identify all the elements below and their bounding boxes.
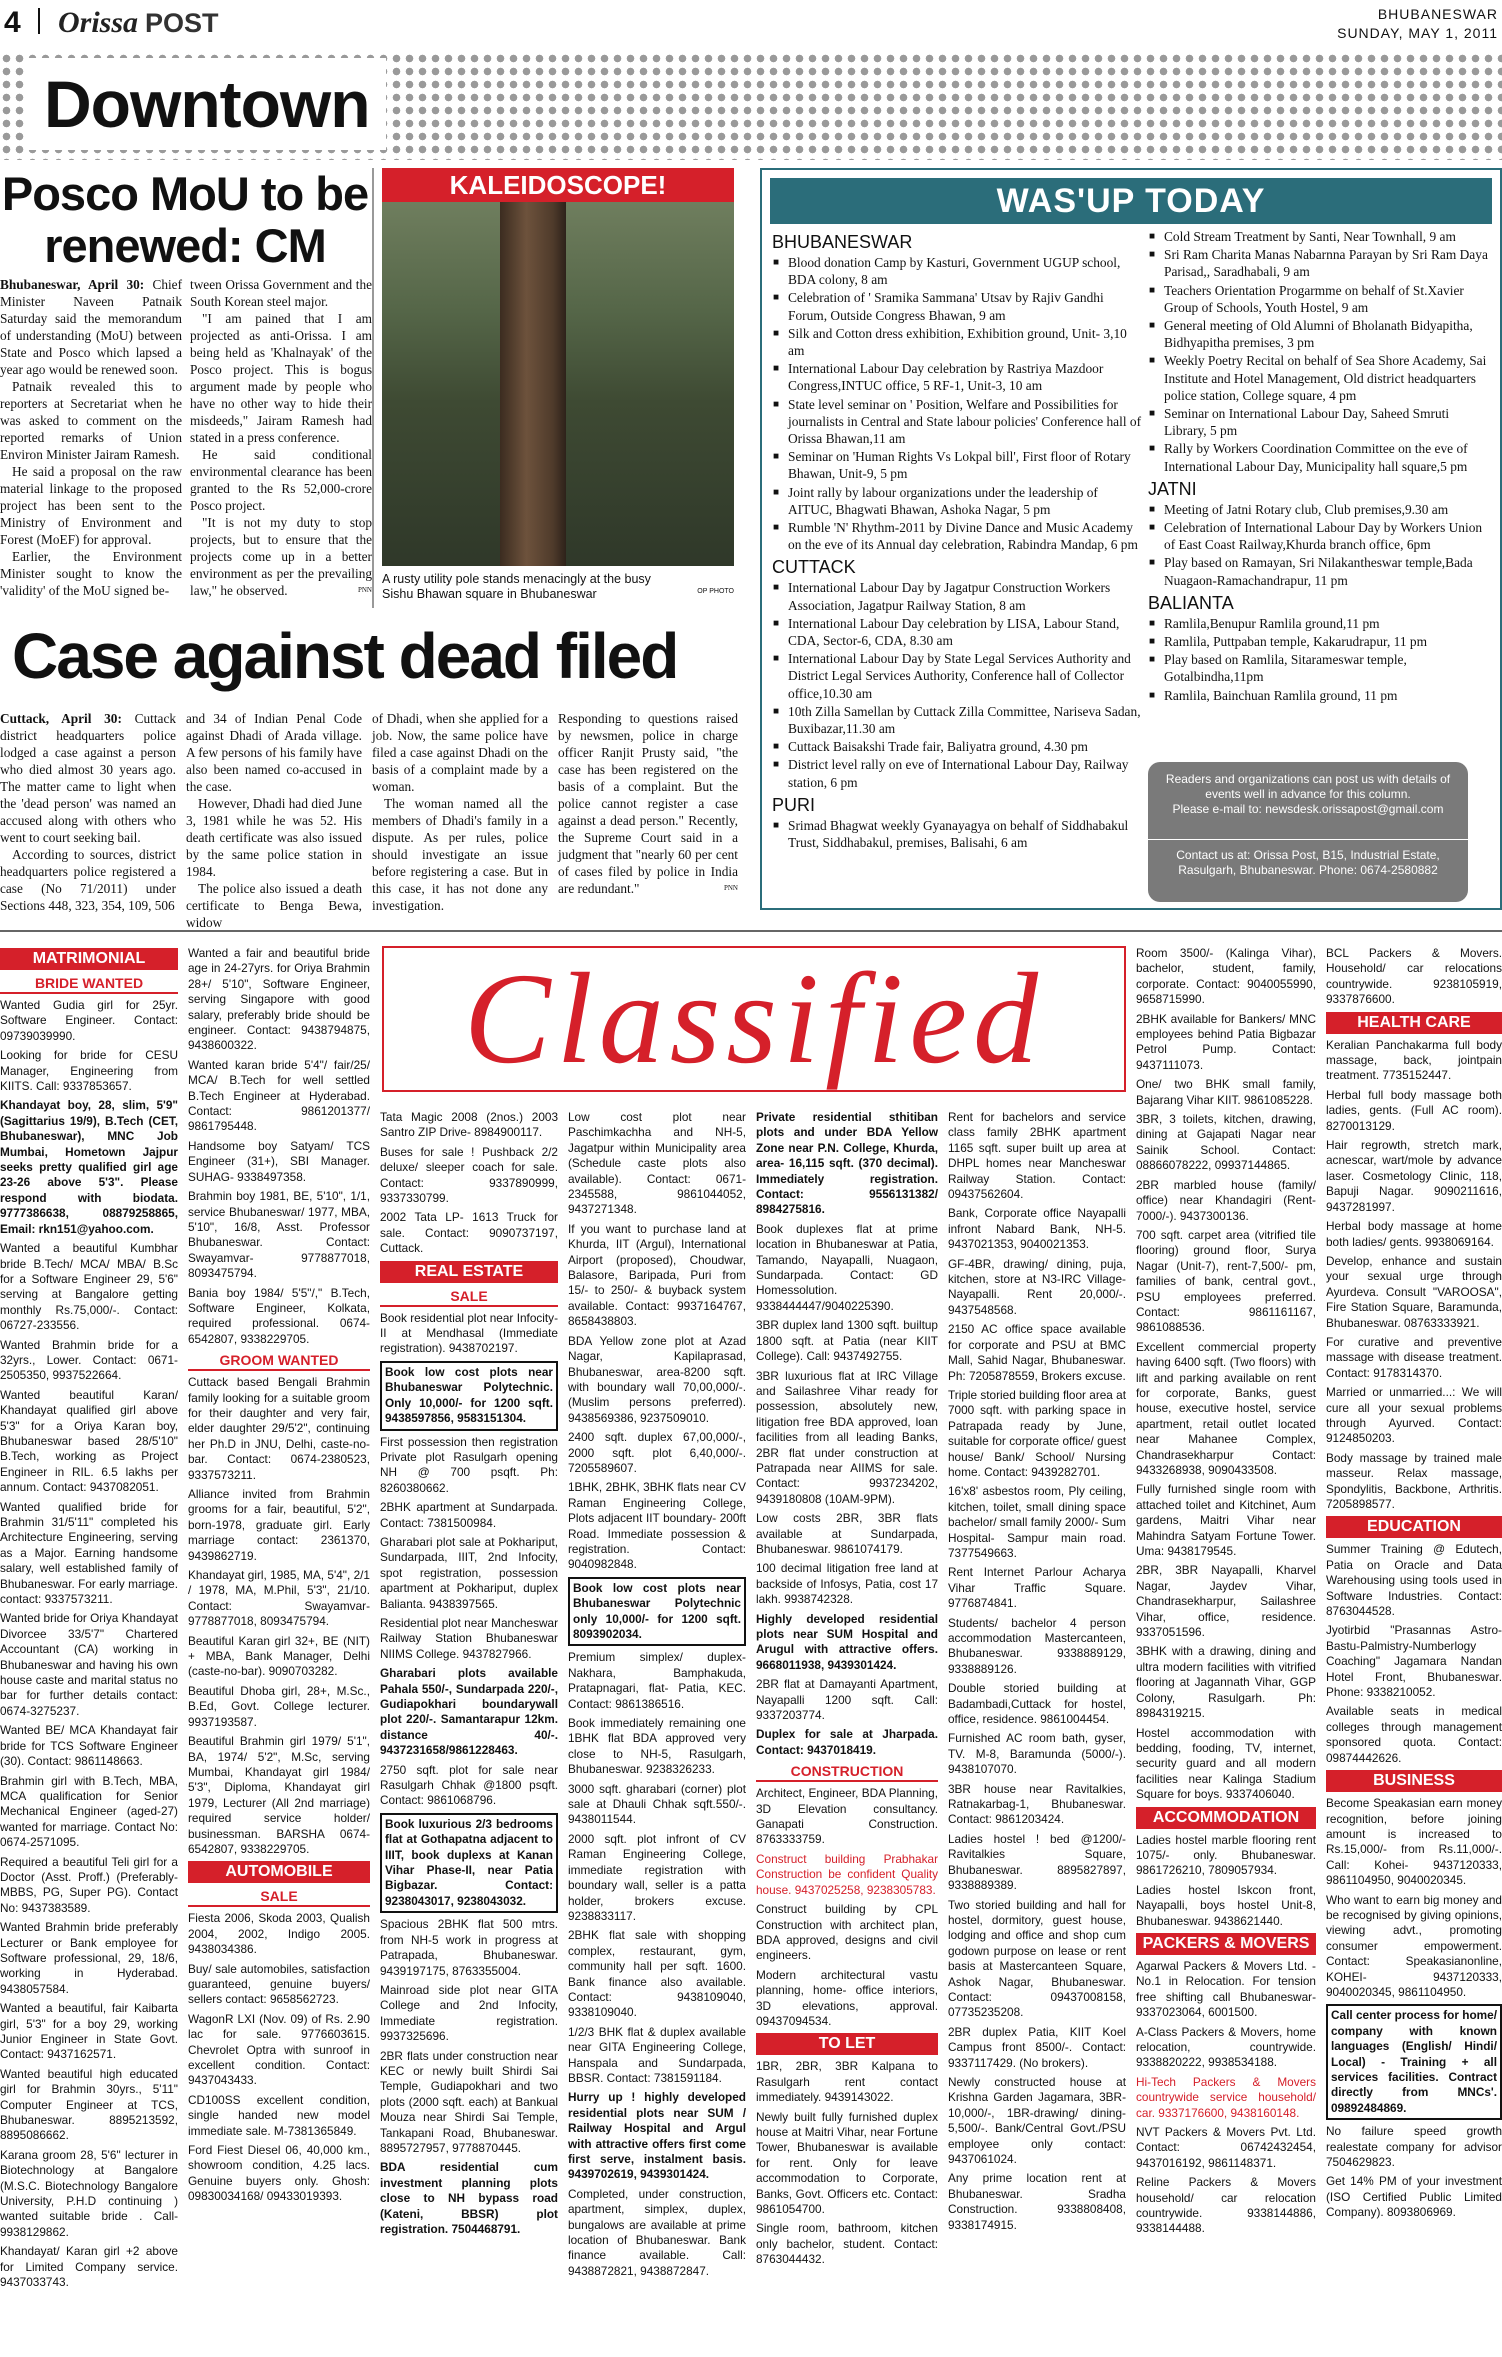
classified-ad: Bania boy 1984/ 5'5"/," B.Tech, Software Engineer, Kolkata, required professional. 0674-6542807, 9338229705.	[188, 1285, 370, 1346]
posco-headline: Posco MoU to be renewed: CM	[1, 167, 369, 272]
classified-category-heading: TO LET	[756, 2033, 938, 2055]
classified-ad: Architect, Engineer, BDA Planning, 3D Elevation consultancy. Ganapati Construction. 8763333759.	[756, 1786, 938, 1847]
classified-col8	[1326, 946, 1502, 2356]
classified-boxed-ad: Book luxurious 2/3 bedrooms flat at Gothapatna adjacent to IIIT, book duplexs at Kanan Vihar Phase-II, near Patia Bigbazar. Contact: 9238043017, 9238043032.	[380, 1813, 558, 1913]
classified-ad: No failure speed growth realestate company for advisor 7504629823.	[1326, 2124, 1502, 2170]
wasup-event-list	[1148, 615, 1492, 704]
wasup-event-list	[772, 817, 1142, 851]
classified-ad: Wanted a beautiful, fair Kaibarta girl, 5'3" for a boy 29, working Junior Engineer in State Govt. Contact: 9437162571.	[0, 2001, 178, 2062]
classified-subheading: CONSTRUCTION	[756, 1762, 938, 1782]
wasup-event-item: ■ Cold Stream Treatment by Santi, Near Townhall, 9 am	[1148, 228, 1492, 245]
classified-ad: Double storied building at Badambadi,Cuttack for hostel, office, residence. 9861004454.	[948, 1681, 1126, 1727]
classified-ad: Buy/ sale automobiles, satisfaction guaranteed, genuine buyers/ sellers contact: 9658562723.	[188, 1961, 370, 2007]
classified-col7	[1136, 946, 1316, 2356]
classified-ad: Any prime location rent at Bhubaneswar. Sradha Construction. 9338808408, 9338174915.	[948, 2171, 1126, 2232]
wasup-event-item: ■ Meeting of Jatni Rotary club, Club premises,9.30 am	[1148, 501, 1492, 518]
article-paragraph: "It is not my duty to stop projects, but to ensure that the projects come up in a better environment as per the prevailing law," he observed. PNN	[190, 515, 372, 598]
article-paragraph: However, Dhadi had died June 3, 1981 while he was 52. His death certificate was also issued by the same police station in 1984.	[186, 796, 362, 879]
classified-ad: Herbal body massage at home both ladies/ gents. 9938069164.	[1326, 1219, 1502, 1249]
classified-col2	[188, 946, 370, 2356]
classified-ad: Ladies hostel marble flooring rent 1075/- only. Bhubaneswar. 9861726210, 7809057934.	[1136, 1832, 1316, 1878]
classified-boxed-ad: Book low cost plots near Bhubaneswar Polytechnic only 10,000/- for 1200 sqft. 8093902034.	[568, 1577, 746, 1647]
wasup-event-item: ■ Sri Ram Charita Manas Nabarnna Parayan by Sri Ram Daya Parisad,, Saradhabali, 9 am	[1148, 246, 1492, 280]
wasup-event-item: ■ Ramlila, Bainchuan Ramlila ground, 11 pm	[1148, 687, 1492, 704]
wasup-event-item: ■ Weekly Poetry Recital on behalf of Sea Shore Academy, Sai Institute and Hotel Management, Old district headquarters police station, College square, 4 pm	[1148, 352, 1492, 404]
classified-ad: Single room, bathroom, kitchen only bachelor, student. Contact: 8763044432.	[756, 2221, 938, 2267]
wasup-event-item: ■ Srimad Bhagwat weekly Gyanayagya on behalf of Siddhabakul Trust, Siddhabakul, premises, Balisahi, 6 am	[772, 817, 1142, 851]
classified-ad: 2002 Tata LP- 1613 Truck for sale. Contact: 9090737197, Cuttack.	[380, 1210, 558, 1256]
classified-ad: 2BHK available for Bankers/ MNC employees behind Patia Bigbazar Petrol Pump. Contact: 9437111073.	[1136, 1011, 1316, 1072]
classified-ad: Keralian Panchakarma full body massage, back, jointpain treatment. 7735152447.	[1326, 1037, 1502, 1083]
classified-ad: Wanted Brahmin bride preferably Lecturer or Bank employee for Software professional, 29, 18/6, working in Hyderabad. 9438057584.	[0, 1920, 178, 1996]
classified-ad: Spacious 2BHK flat 500 mtrs. from NH-5 work in progress at Patrapada, Bhubaneswar. 9439197175, 8763355004.	[380, 1917, 558, 1978]
classified-ad: Beautiful Brahmin girl 1979/ 5'1", BA, 1974/ 5'2", M.Sc, serving Mumbai, Khandayat girl 1984/ 5'3", Diploma, Khandayat girl 1979, Lecturer (All 2nd marriage) required service holder/ businessman. BARSHA 0674-6542807, 9338229705.	[188, 1734, 370, 1856]
classified-col3	[380, 1110, 558, 2356]
classified-title: Classified	[463, 947, 1045, 1091]
classified-category-heading: BUSINESS	[1326, 1770, 1502, 1792]
wasup-event-item: ■ Ramlila,Benupur Ramlila ground,11 pm	[1148, 615, 1492, 632]
classified-ad: BCL Packers & Movers. Household/ car relocations countrywide. 9238105919, 9337876600.	[1326, 946, 1502, 1007]
article-paragraph: He said conditional environmental clearance has been granted to the Rs 52,000-crore Posco project.	[190, 447, 372, 513]
wasup-event-list	[1148, 501, 1492, 589]
classified-ad: Hostel accommodation with bedding, fooding, TV, internet, security guard and all modern facilities near Kalinga Stadium Square for boys. 9337406040.	[1136, 1725, 1316, 1802]
classified-ad: Get 14% PM of your investment (ISO Certified Public Limited Company). 8093806969.	[1326, 2174, 1502, 2220]
wasup-event-list	[772, 254, 1142, 553]
masthead-date: SUNDAY, MAY 1, 2011	[1337, 25, 1498, 41]
classified-col5	[756, 1110, 938, 2356]
classified-ad: Bank, Corporate office Nayapalli infront Nabard Bank, NH-5. 9437021353, 9040021353.	[948, 1206, 1126, 1252]
classified-ad: Looking for bride for CESU Manager, Engineering from KIITS. Call: 9337853657.	[0, 1048, 178, 1094]
wasup-section-heading: PURI	[772, 794, 816, 815]
classified-ad: Beautiful Karan girl 32+, BE (NIT) + MBA, Bank Manager, Delhi (caste-no-bar). 9090703282.	[188, 1633, 370, 1679]
wasup-col-left	[772, 228, 1142, 852]
classified-ad: Wanted a beautiful Kumbhar bride B.Tech/ MCA/ MBA/ B.Sc for a Software Engineer 29, 5'6" serving at Bangalore getting monthly Rs.75,000/-. Contact: 06727-233556.	[0, 1241, 178, 1333]
wasup-section-heading: BHUBANESWAR	[772, 232, 913, 252]
classified-ad: Rent Internet Parlour Acharya Vihar Traffic Square. 9776874841.	[948, 1565, 1126, 1611]
classified-ad: Married or unmarried...: We will cure all your sexual problems through Ayurved. Contact: 9124850203.	[1326, 1385, 1502, 1446]
classified-category-heading: MATRIMONIAL	[0, 948, 178, 970]
classified-ad: Agarwal Packers & Movers Ltd. - No.1 in Relocation. For tension free shifting call Bhubaneswar- 9337023064, 6001500.	[1136, 1958, 1316, 2020]
classified-ad: Body massage by trained male masseur. Relax massage, Spondylitis, Backbone, Arthritis. 7205898577.	[1326, 1450, 1502, 1511]
classified-ad: 2BR marbled house (family/ office) near Khandagiri (Rent-7000/-). 9437300136.	[1136, 1177, 1316, 1223]
article-paragraph: He said a proposal on the raw material linkage to the proposed project has been sent to the Ministry of Environment and Forest (MoEF) for approval.	[0, 464, 182, 547]
classified-ad: 2BR flats under construction near KEC or newly built Shirdi Sai Temple, Gudiapokhari and two plots (2000 sqft. each) at Bankual Mouza near Shirdi Sai Temple, Tankapani Road, Bhubaneswar. 8895727957, 9778870445.	[380, 2048, 558, 2155]
wasup-event-item: ■ Silk and Cotton dress exhibition, Exhibition ground, Unit- 3,10 am	[772, 325, 1142, 359]
classified-ad: Low cost plot near Paschimkachha and NH-5, Jagatpur within Municipality area (Schedule caste plots also available). Contact: 0671-2345588, 9861044052, 9437271348.	[568, 1110, 746, 1217]
classified-ad: Fully furnished single room with attached toilet and Kitchinet, Aum gardens, Maitri Vihar near Mahindra Satyam Fortune Tower. Uma: 9438179545.	[1136, 1482, 1316, 1559]
classified-ad: 3BHK with a drawing, dining and ultra modern facilities with vitrified flooring at Jagannath Vihar, GGP Colony, Rasulgarh. Ph: 8984319215.	[1136, 1644, 1316, 1721]
photo-caption: A rusty utility pole stands menacingly at the busy Sishu Bhawan square in Bhubaneswar	[382, 572, 651, 601]
wasup-event-item: ■ Celebration of International Labour Day by Workers Union of East Coast Railway,Khurda branch office, 6pm	[1148, 519, 1492, 553]
classified-ad: Wanted a fair and beautiful bride age in 24-27yrs. for Oriya Brahmin 28+/ 5'10", Software Engineer, serving Singapore with good salary, preferably bride should be engineer. Contact: 9438794875, 9438600322.	[188, 946, 370, 1053]
classified-ad: Who want to earn big money and be recognised by giving opinions, viewing advt., promoting consumer empowerment. Contact: Speakasianonline, KOHEI- 9437120333, 9040020345, 9861104950.	[1326, 1892, 1502, 1999]
classified-ad: Highly developed residential plots near SUM Hospital and Arugul with attractive offers. 9668011938, 9439301424.	[756, 1611, 938, 1672]
article-paragraph: Patnaik revealed this to reporters at Secretariat when he was asked to comment on the reported remarks of Union Environ Minister Jairam Ramesh.	[0, 379, 182, 462]
classified-ad: Book immediately remaining one 1BHK flat BDA approved very close to NH-5, Rasulgarh, Bhubaneswar. 9238326233.	[568, 1716, 746, 1777]
case-body-col4	[558, 710, 738, 910]
classified-ad: Book duplexes flat at prime location in Bhubaneswar at Patia, Tamando, Nayapalli, Nuagaon, Sundarpada. Contact: GD Homessolution. 9338444447/9040225390.	[756, 1221, 938, 1313]
classified-ad: Furnished AC room bath, gyser, TV. M-8, Baramunda (5000/-). 9438107070.	[948, 1731, 1126, 1777]
classified-ad: Summer Training @ Edutech, Patia on Oracle and Data Warehousing using tools used in Software Industries. Contact: 8763044528.	[1326, 1542, 1502, 1619]
classified-boxed-ad: Call center process for home/ company with known languages (English/ Hindi/ Local) - Training + all services facilities. Contract directly from MNCs'. 09892484869.	[1326, 2004, 1502, 2120]
classified-ad: Wanted beautiful high educated girl for Brahmin 30yrs., 5'11" Computer Engineer at TCS, Bhubaneswar. 8895213592, 8895086662.	[0, 2066, 178, 2143]
paper-name-post: POST	[145, 8, 219, 38]
wasup-event-item: ■ Play based on Ramayan, Sri Nilakantheswar temple,Bada Nuagaon-Ramachandrapur, 11 pm	[1148, 554, 1492, 588]
classified-ad: GF-4BR, drawing/ dining, puja, kitchen, store at N3-IRC Village- Nayapalli. Rent 20,000/-. 9437548568.	[948, 1256, 1126, 1317]
classified-category-heading: AUTOMOBILE	[188, 1861, 370, 1883]
classified-ad: Construct building Prabhakar Construction be confident Quality house. 9437025258, 9238305783.	[756, 1851, 938, 1897]
classified-ad: Mainroad side plot near GITA College and 2nd Infocity, Immediate registration. 9937325696.	[380, 1982, 558, 2044]
classified-ad: WagonR LXI (Nov. 09) of Rs. 2.90 lac for sale. 9776603615. Chevrolet Optra with sunroof in excellent condition. Contact: 9437043433.	[188, 2011, 370, 2088]
wasup-event-item: ■ International Labour Day celebration by Rastriya Mazdoor Congress,INTUC office, 5 RF-1, Unit-3, 10 am	[772, 360, 1142, 394]
article-paragraph: Bhubaneswar, April 30: Chief Minister Naveen Patnaik Saturday said the memorandum of understanding (MoU) between State and Posco which lapsed a year ago would be renewed soon.	[0, 277, 182, 377]
wasup-section-heading: CUTTACK	[772, 557, 856, 578]
wasup-event-item: ■ International Labour Day by State Legal Services Authority and District Legal Services Authority, Conference hall of Collector office,10.30 am	[772, 650, 1142, 702]
classified-ad: Brahmin girl with B.Tech, MBA, MCA qualification for Senior Mechanical Engineer (aged-27) wanted for marriage. Contact No: 0674-2571095.	[0, 1773, 178, 1850]
classified-ad: NVT Packers & Movers Pvt. Ltd. Contact: 06742432454, 9437016192, 9861148371.	[1136, 2125, 1316, 2170]
classified-ad: Available seats in medical colleges through management sponsored quota. Contact: 09874442626.	[1326, 1704, 1502, 1765]
classified-ad: Karana groom 28, 5'6" lecturer in Biotechnology at Bangalore (M.S.C. Biotechnology Bangalore University, P.H.D continuing ) wanted suitable bride . Call-9938129862.	[0, 2147, 178, 2239]
classified-ad: One/ two BHK small family, Bajarang Vihar KIIT. 9861085228.	[1136, 1077, 1316, 1107]
wasup-event-item: ■ Teachers Orientation Progarmme on behalf of St.Xavier Group of Schools, Youth Hostel, 9 am	[1148, 282, 1492, 316]
classified-subheading: SALE	[188, 1887, 370, 1907]
classified-ad: Book residential plot near Infocity-II at Mendhasal (Immediate registration). 9438702197.	[380, 1310, 558, 1356]
classified-ad: Khandayat girl, 1985, MA, 5'4", 2/1 / 1978, MA, M.Phil, 5'3", 21/10. Contact: Swayamvar- 9778877018, 8093475794.	[188, 1568, 370, 1629]
wasup-event-item: ■ Joint rally by labour organizations under the leadership of AITUC, Bhagwati Bhawan, Ashoka Nagar, 5 pm	[772, 484, 1142, 518]
classified-col6	[948, 1110, 1126, 2356]
classified-category-heading: ACCOMMODATION	[1136, 1807, 1316, 1829]
wasup-contact-box	[1148, 762, 1468, 902]
classified-ad: Handsome boy Satyam/ TCS Engineer (31+), SBI Manager. SUHAG- 9338497358.	[188, 1138, 370, 1184]
classified-ad: 3BR duplex land 1300 sqft. builtup 1800 sqft. at Patia (near KIIT College). Call: 9437492755.	[756, 1318, 938, 1364]
classified-ad: Private residential sthitiban plots and under BDA Yellow Zone near P.N. College, Khurda, area- 16,115 sqft. (370 decimal). Immediately registration. Contact: 9556131382/ 8984275816.	[756, 1110, 938, 1217]
classified-ad: Cuttack based Bengali Brahmin family looking for a suitable groom for their daughter and very fair, elder daughter 29/5'2", continuing her Ph.D in JNU, Delhi, caste-no-bar. Contact: 0674-2380523, 9337573211.	[188, 1375, 370, 1482]
classified-category-heading: HEALTH CARE	[1326, 1012, 1502, 1034]
classified-ad: Fiesta 2006, Skoda 2003, Qualish 2004, 2002, Indigo 2005. 9438034386.	[188, 1911, 370, 1957]
wasup-col-right	[1148, 228, 1492, 705]
wasup-event-item: ■ Seminar on 'Human Rights Vs Lokpal bill', First floor of Rotary Bhawan, Unit-9, 5 pm	[772, 448, 1142, 482]
article-paragraph: tween Orissa Government and the South Korean steel major.	[190, 277, 372, 309]
case-body-col1	[0, 710, 176, 913]
classified-ad: For curative and preventive massage with disease treatment. Contact: 9178314370.	[1326, 1334, 1502, 1380]
classified-ad: Tata Magic 2008 (2nos.) 2003 Santro ZIP Drive- 8984900117.	[380, 1110, 558, 1140]
kaleidoscope-title: KALEIDOSCOPE!	[382, 168, 734, 202]
classified-ad: Excellent commercial property having 6400 sqft. (Two floors) with lift and parking available on rent for corporate, Banks, guest house, executive hostel, service apartment, retail outlet located near Mahanee Complex, Chandrasekharpur Contact: 9433268938, 9090433508.	[1136, 1339, 1316, 1477]
wasup-event-item: ■ Celebration of ' Sramika Sammana' Utsav by Rajiv Gandhi Forum, Outside Congress Bhawan, 9 am	[772, 289, 1142, 323]
classified-ad: BDA Yellow zone plot at Azad Nagar, Kapilaprasad, Bhubaneswar, area-8200 sqft. with boundary wall 70,00,000/-. (Muslim persons preferred). 9438569386, 9237509010.	[568, 1333, 746, 1425]
classified-ad: Completed, under construction, apartment, simplex, duplex, bungalows are available at prime location of Bhubaneswar. Bank finance available. Call: 9438872821, 9438872847.	[568, 2186, 746, 2278]
classified-ad: 100 decimal litigation free land at backside of Infosys, Patia, cost 17 lakh. 9938742328.	[756, 1561, 938, 1607]
kaleidoscope-panel	[382, 168, 734, 600]
classified-ad: Khandayat/ Karan girl +2 above for Limited Company service. 9437033743.	[0, 2244, 178, 2290]
classified-ad: Ford Fiest Diesel 06, 40,000 km., showroom condition, 4.25 lacs. Genuine buyers only. Ghosh: 09830034168/ 09433019393.	[188, 2143, 370, 2204]
classified-ad: 2BR flat at Damayanti Apartment, Nayapalli 1200 sqft. Call: 9337203774.	[756, 1677, 938, 1723]
article-paragraph: Responding to questions raised by newsmen, police in charge officer Ranjit Prusty said, "the case has been registered on the basis of a complaint. But the police cannot register a case against a dead person." Recently, the Supreme Court said in a judgment that "nearly 60 per cent of cases filed by police in India are redundant." PNN	[558, 711, 738, 896]
classified-ad: Ladies hostel ! bed @1200/- Ravitalkies Square, Bhubaneswar. 8895827897, 9338889389.	[948, 1831, 1126, 1893]
classified-ad: 3BR, 3 toilets, kitchen, drawing, dining at Gajapati Nagar near Sainik School. Contact: 08866078222, 09937144865.	[1136, 1112, 1316, 1173]
classified-ad: Jyotirbid "Prasannas Astro- Bastu-Palmistry-Numberlogy Coaching" Jagamara Nandan Hotel Front, Bhubaneswar. Phone: 9338210052.	[1326, 1623, 1502, 1700]
column-rule	[372, 168, 374, 608]
classified-ad: Gharabari plot sale at Pokhariput, Sundarpada, IIIT, 2nd Infocity, spot registration, possession apartment at Pokhariput, duplex Balianta. 9438397565.	[380, 1534, 558, 1611]
classified-ad: BDA residential cum investment planning plots close to NH bypass road (Kateni, BBSR) plot registration. 7504468791.	[380, 2160, 558, 2236]
article-paragraph: The woman named all the members of Dhadi's family in a dispute. As per rules, police should investigate an issue before registering a case. But in this case, it has not done any investigation.	[372, 796, 548, 913]
classified-ad: Wanted BE/ MCA Khandayat fair bride for TCS Software Engineer (30). Contact: 9861148663.	[0, 1723, 178, 1769]
wasup-contact-line1: Readers and organizations can post us with details of events well in advance for this column.	[1165, 772, 1451, 801]
classified-ad: Beautiful Dhoba girl, 28+, M.Sc., B.Ed, Govt. College lecturer. 9937193587.	[188, 1683, 370, 1729]
classified-ad: Required a beautiful Teli girl for a Doctor (Asst. Proff.) (Preferably- MBBS, PG, Super PG). Contact No: 9437383589.	[0, 1854, 178, 1915]
classified-category-heading: EDUCATION	[1326, 1516, 1502, 1538]
classified-ad: Construct building by CPL Construction with architect plan, BDA approved, designs and civil engineers.	[756, 1902, 938, 1963]
classified-ad: 2BR duplex Patia, KIIT Koel Campus front 8500/-. Contact: 9337117429. (No brokers).	[948, 2024, 1126, 2070]
masthead-divider	[38, 8, 40, 34]
article-paragraph: According to sources, district headquarters police registered a case (No 71/2011) under Sections 448, 323, 354, 109, 506	[0, 847, 176, 913]
case-body-col3	[372, 710, 548, 913]
classified-ad: Premium simplex/ duplex- Nakhara, Bamphakuda, Pratapnagari, flat- Patia, KEC. Contact: 9861386516.	[568, 1650, 746, 1711]
photo-pole	[500, 202, 566, 566]
classified-category-heading: REAL ESTATE	[380, 1261, 558, 1283]
classified-ad: Ladies hostel Iskcon front, Nayapalli, boys hostel Unit-8, Bhubaneswar. 9438621440.	[1136, 1882, 1316, 1928]
classified-ad: Hi-Tech Packers & Movers countrywide service household/ car. 9337176600, 9438160148.	[1136, 2074, 1316, 2120]
classified-ad: Modern architectural vastu planning, home- office interiors, 3D elevations, approval. 09437094534.	[756, 1967, 938, 2028]
wasup-event-list	[1148, 228, 1492, 475]
classified-ad: Duplex for sale at Jharpada. Contact: 9437018419.	[756, 1727, 938, 1757]
classified-ad: 2400 sqft. duplex 67,00,000/-, 2000 sqft. plot 6,40,000/-. 7205589607.	[568, 1430, 746, 1475]
classified-ad: Newly built fully furnished duplex house at Maitri Vihar, near Fortune Tower, Bhubaneswar is available for rent. Only for leave accommodation to Corporate, Banks, Govt. Officers etc. Contact: 9861054700.	[756, 2109, 938, 2216]
classified-ad: Hurry up ! highly developed residential plots near SUM / Railway Hospital and Argul with attractive offers first come first serve, instalment basis. 9439702619, 9439301424.	[568, 2090, 746, 2182]
classified-ad: Develop, enhance and sustain your sexual urge through Ayurdeva. Consult "VAROOSA", Fire Station Square, Baramunda, Bhubaneswar. 08763333921.	[1326, 1253, 1502, 1330]
classified-ad: Khandayat boy, 28, slim, 5'9" (Sagittarius 19/9), B.Tech (CET, Bhubaneswar), MNC Job Mumbai, Hometown Jajpur seeks pretty qualified girl age 23-26 above 5'3". Please respond with biodata. 9777386638, 08879258865, Email: rkn151@yahoo.com.	[0, 1098, 178, 1236]
classified-category-heading: PACKERS & MOVERS	[1136, 1933, 1316, 1955]
classified-ad: 2150 AC office space available for corporate and PSU at BMC Mall, Sahid Nagar, Bhubaneswar. Ph: 7205878559, Brokers excuse.	[948, 1322, 1126, 1383]
classified-ad: Wanted qualified bride for Brahmin 31/5'11" completed his Architecture Engineering, serving as a Major. Earning handsome salary, well established family of Bhubaneswar. For early marriage. contact: 9337573211.	[0, 1499, 178, 1607]
posco-body-col1	[0, 276, 182, 596]
wasup-event-item: ■ Rally by Workers Coordination Committee on the eve of International Labour Day, Municipality hall square,5 pm	[1148, 440, 1492, 474]
wasup-event-item: ■ Ramlila, Puttpaban temple, Kakarudrapur, 11 pm	[1148, 633, 1492, 650]
wasup-event-item: ■ 10th Zilla Samellan by Cuttack Zilla Committee, Nariseva Sadan, Buxibazar,11.30 am	[772, 703, 1142, 737]
classified-banner	[382, 946, 1126, 1092]
masthead-city: BHUBANESWAR	[1377, 6, 1498, 22]
classified-ad: Hair regrowth, stretch mark, acnescar, wart/mole by advance laser. Cosmetology Clinic, 118, Bapuji Nagar. 9090211616, 9437281997.	[1326, 1138, 1502, 1214]
section-rule	[0, 930, 1502, 932]
classified-ad: Low costs 2BR, 3BR flats available at Sundarpada, Bhubaneswar. 9861074179.	[756, 1511, 938, 1556]
photo-credit: OP PHOTO	[697, 588, 734, 595]
classified-ad: If you want to purchase land at Khurda, IIT (Argul), International Airport (proposed), Choudwar, Balasore, Baripada, Puri from 15/- to 250/- & buyback system available. Contact: 9937164767, 8658438803.	[568, 1221, 746, 1329]
classified-ad: A-Class Packers & Movers, home relocation, countrywide. 9338820222, 9938534188.	[1136, 2024, 1316, 2070]
classified-ad: Room 3500/- (Kalinga Vihar), bachelor, student, family, corporate. Contact: 9040055990, 9658715990.	[1136, 946, 1316, 1007]
wasup-title: WAS'UP TODAY	[770, 178, 1492, 224]
classified-ad: Herbal full body massage both ladies, gents. (Full AC room). 8270013129.	[1326, 1087, 1502, 1133]
classified-ad: Wanted Gudia girl for 25yr. Software Engineer. Contact: 09739039990.	[0, 998, 178, 1043]
classified-ad: 1BHK, 2BHK, 3BHK flats near CV Raman Engineering College, Plots adjacent IIT boundary- 200ft Road. Immediate possession & registration. Contact: 9040982848.	[568, 1480, 746, 1572]
wasup-event-list	[772, 579, 1142, 790]
case-headline: Case against dead filed	[12, 620, 678, 692]
classified-ad: 2BHK flat sale with shopping complex, restaurant, gym, community hall per sqft. 1600. Bank finance also available. Contact: 9438109040, 9338109040.	[568, 1928, 746, 2020]
classified-ad: CD100SS excellent condition, single handed new model immediate sale. M-7381365849.	[188, 2092, 370, 2138]
section-title: Downtown	[44, 67, 370, 141]
wasup-event-item: ■ Blood donation Camp by Kasturi, Government UGUP school, BDA colony, 8 am	[772, 254, 1142, 288]
classified-ad: Buses for sale ! Pushback 2/2 deluxe/ sleeper coach for sale. Contact: 9337890999, 9337330799.	[380, 1144, 558, 1206]
classified-ad: Rent for bachelors and service class family 2BHK apartment 1165 sqft. super built up area at DHPL homes near Mancheswar Railway Station. Contact: 09437562604.	[948, 1110, 1126, 1202]
page-number: 4	[4, 6, 21, 39]
classified-col4	[568, 1110, 746, 2356]
case-body-col2	[186, 710, 362, 930]
wasup-contact-email: Please e-mail to: newsdesk.orissapost@gmail.com	[1172, 802, 1444, 816]
classified-ad: Wanted beautiful Karan/ Khandayat qualified girl above 5'3" for a Oriya Karan boy, Bhubaneswar based 28/5'10" B.Tech, working as Project Engineer in RIL. 6.5 lakhs per annum. Contact: 9437082051.	[0, 1387, 178, 1495]
posco-body-col2	[190, 276, 372, 596]
classified-ad: 3000 sqft. gharabari (corner) plot sale at Dhauli Chhak sqft.550/-. 9438011544.	[568, 1781, 746, 1827]
wasup-event-item: ■ General meeting of Old Alumni of Bholanath Bidyapitha, Bidhyapitha premises, 3 pm	[1148, 317, 1492, 351]
wasup-event-item: ■ Play based on Ramlila, Sitarameswar temple, Gotalbindha,11pm	[1148, 651, 1492, 685]
classified-ad: Brahmin boy 1981, BE, 5'10", 1/1, service Bhubaneswar/ 1977, MBA, 5'10", 16/8, Asst. Professor Bhubaneswar. Contact: Swayamvar- 9778877018, 8093475794.	[188, 1189, 370, 1281]
wasup-event-item: ■ International Labour Day celebration by LISA, Labour Stand, CDA, Sector-6, CDA, 8.30 am	[772, 615, 1142, 649]
classified-subheading: GROOM WANTED	[188, 1351, 370, 1371]
wasup-event-item: ■ District level rally on eve of International Labour Day, Railway station, 6 pm	[772, 756, 1142, 790]
classified-ad: 2BR, 3BR Nayapalli, Kharvel Nagar, Jaydev Vihar, Chandrasekharpur, Sailashree Vihar, office, residence. 9337051596.	[1136, 1563, 1316, 1640]
classified-subheading: SALE	[380, 1287, 558, 1307]
wasup-contact-address: Contact us at: Orissa Post, B15, Industrial Estate, Rasulgarh, Bhubaneswar. Phone: 0674-2580882	[1176, 848, 1440, 877]
classified-ad: Residential plot near Mancheswar Railway Station Bhubaneswar NIIMS College. 9437827966.	[380, 1615, 558, 1661]
classified-ad: Become Speakasian earn money recognition, before joining amount is increased to Rs.15,000/- from Rs.11,000/-. Call: Kohei- 9437120333, 9861104950, 9040020345.	[1326, 1796, 1502, 1888]
classified-ad: First possession then registration Private plot Rasulgarh opening NH @ 700 psqft. Ph: 8260380662.	[380, 1434, 558, 1495]
classified-ad: 700 sqft. carpet area (vitrified tile flooring) ground floor, Surya Nagar (Unit-7), rent-7,500/- pm, families of bank, central govt., PSU employees preferred. Contact: 9861161167, 9861088536.	[1136, 1227, 1316, 1335]
article-paragraph: of Dhadi, when she applied for a job. Now, the same police have filed a case against Dhadi on the basis of a complaint made by a woman.	[372, 711, 548, 794]
article-paragraph: Cuttack, April 30: Cuttack district headquarters police lodged a case against a person who died almost 30 years ago. The matter came to light when the 'dead person' was named an accused along with others who went to court seeking bail.	[0, 711, 176, 845]
classified-ad: Reline Packers & Movers household/ car relocation countrywide. 9338144886, 9338144488.	[1136, 2175, 1316, 2236]
classified-ad: 2BHK apartment at Sundarpada. Contact: 7381500984.	[380, 1500, 558, 1530]
classified-ad: 2000 sqft. plot infront of CV Raman Engineering College, immediate registration with boundary wall, seller is a patta holder, brokers excuse. 9238833117.	[568, 1831, 746, 1923]
classified-ad: Triple storied building floor area at 7000 sqft. with parking space in Patrapada ready by June, suitable for corporate office/ guest house/ Bank/ School/ Nursing home. Contact: 9439282701.	[948, 1387, 1126, 1479]
classified-ad: Gharabari plots available Pahala 550/-, Sundarpada 220/-, Gudiapokhari boundarywall plot 220/-. Samantarapur 12km. distance 40/-. 9437231658/9861228463.	[380, 1666, 558, 1758]
article-paragraph: The police also issued a death certificate to Benga Bewa, widow	[186, 881, 362, 930]
classified-ad: 1BR, 2BR, 3BR Kalpana to Rasulgarh rent contact immediately. 9439143022.	[756, 2059, 938, 2105]
article-paragraph: Earlier, the Environment Minister sought to know the 'validity' of the MoU signed be-	[0, 549, 182, 598]
article-paragraph: "I am pained that I am projected as anti-Orissa. I am being held as 'Khalnayak' of the Posco project. This is bogus argument made by people who have no other way to hide their misdeeds," Jairam Ramesh had stated in a press conference.	[190, 311, 372, 445]
classified-ad: 3BR house near Ravitalkies, Ratnakarbag-1, Bhubaneswar. Contact: 9861203424.	[948, 1781, 1126, 1827]
classified-ad: 16'x8' asbestos room, Ply ceiling, kitchen, toilet, small dining space bachelor/ small family 2000/- Sum Hospital- Sampur main road. 7377549663.	[948, 1484, 1126, 1560]
wasup-section-heading: BALIANTA	[1148, 592, 1234, 613]
classified-ad: Wanted Brahmin bride for a 32yrs., Lower. Contact: 0671-2505350, 9937522664.	[0, 1337, 178, 1383]
wasup-today-box	[760, 168, 1502, 910]
classified-ad: Wanted bride for Oriya Khandayat Divorcee 33/5'7" Chartered Accountant (CA) working in Bhubaneswar and having his own house caste and marital status no bar for further details contact: 0674-3275237.	[0, 1611, 178, 1718]
classified-ad: Newly constructed house at Krishna Garden Jagamara, 3BR-10,000/-, 1BR-drawing/ dining-5,500/-. Bank/Central Govt./PSU employee only contact: 9437061024.	[948, 2074, 1126, 2166]
wasup-event-item: ■ Rumble 'N' Rhythm-2011 by Divine Dance and Music Academy on the eve of its Annual day celebration, Rabindra Mandap, 6 pm	[772, 519, 1142, 553]
classified-subheading: BRIDE WANTED	[0, 974, 178, 994]
classified-ad: Students/ bachelor 4 person accommodation Mastercanteen, Bhubaneswar. 9338889129, 9338889126.	[948, 1615, 1126, 1676]
paper-name: Orissa	[58, 6, 139, 39]
article-paragraph: and 34 of Indian Penal Code against Dhadi of Arada village. A few persons of his family have also been named co-accused in the case.	[186, 711, 362, 794]
section-title-box	[28, 58, 386, 150]
classified-ad: 3BR luxurious flat at IRC Village and Sailashree Vihar ready for possession, absolutely new, litigation free BDA approved, loan facilities from all leading Banks, 2BR flat under construction at Patrapada near AIIMS for sale. Contact: 9937234202, 9439180808 (10AM-9PM).	[756, 1368, 938, 1506]
wasup-section-heading: JATNI	[1148, 478, 1197, 499]
classified-boxed-ad: Book low cost plots near Bhubaneswar Polytechnic. Only 10,000/- for 1200 sqft. 9438597856, 9583151304.	[380, 1361, 558, 1431]
classified-ad: Two storied building and hall for hostel, dormitory, guest house, lodging and office and shop cum godown purpose on lease or rent basis at Mastercanteen Square, Ashok Nagar, Bhubaneswar. Contact: 09437008158, 07735235208.	[948, 1897, 1126, 2020]
wasup-event-item: ■ International Labour Day by Jagatpur Construction Workers Association, Jagatpur Railway Station, 8 am	[772, 579, 1142, 613]
classified-ad: 2750 sqft. plot for sale near Rasulgarh Chhak @1800 psqft. Contact: 9861068796.	[380, 1762, 558, 1808]
classified-ad: Wanted karan bride 5'4"/ fair/25/ MCA/ B.Tech for well settled B.Tech Engineer at Hyderabad. Contact: 9861201377/ 9861795448.	[188, 1057, 370, 1134]
wasup-event-item: ■ Seminar on International Labour Day, Saheed Smruti Library, 5 pm	[1148, 405, 1492, 439]
classified-ad: 1/2/3 BHK flat & duplex available near GITA Engineering College, Hanspala and Sundarpada, BBSR. Contact: 7381591184.	[568, 2024, 746, 2085]
wasup-event-item: ■ Cuttack Baisakshi Trade fair, Baliyatra ground, 4.30 pm	[772, 738, 1142, 755]
classified-ad: Alliance invited from Brahmin grooms for a fair, beautiful, 5'2", born-1978, graduate girl. Early marriage contact: 2361370, 9439862719.	[188, 1487, 370, 1563]
wasup-event-item: ■ State level seminar on ' Position, Welfare and Possibilities for journalists in Central and State labour policies' Conference hall of Orissa Bhawan,11 am	[772, 396, 1142, 448]
classified-col1	[0, 946, 178, 2356]
